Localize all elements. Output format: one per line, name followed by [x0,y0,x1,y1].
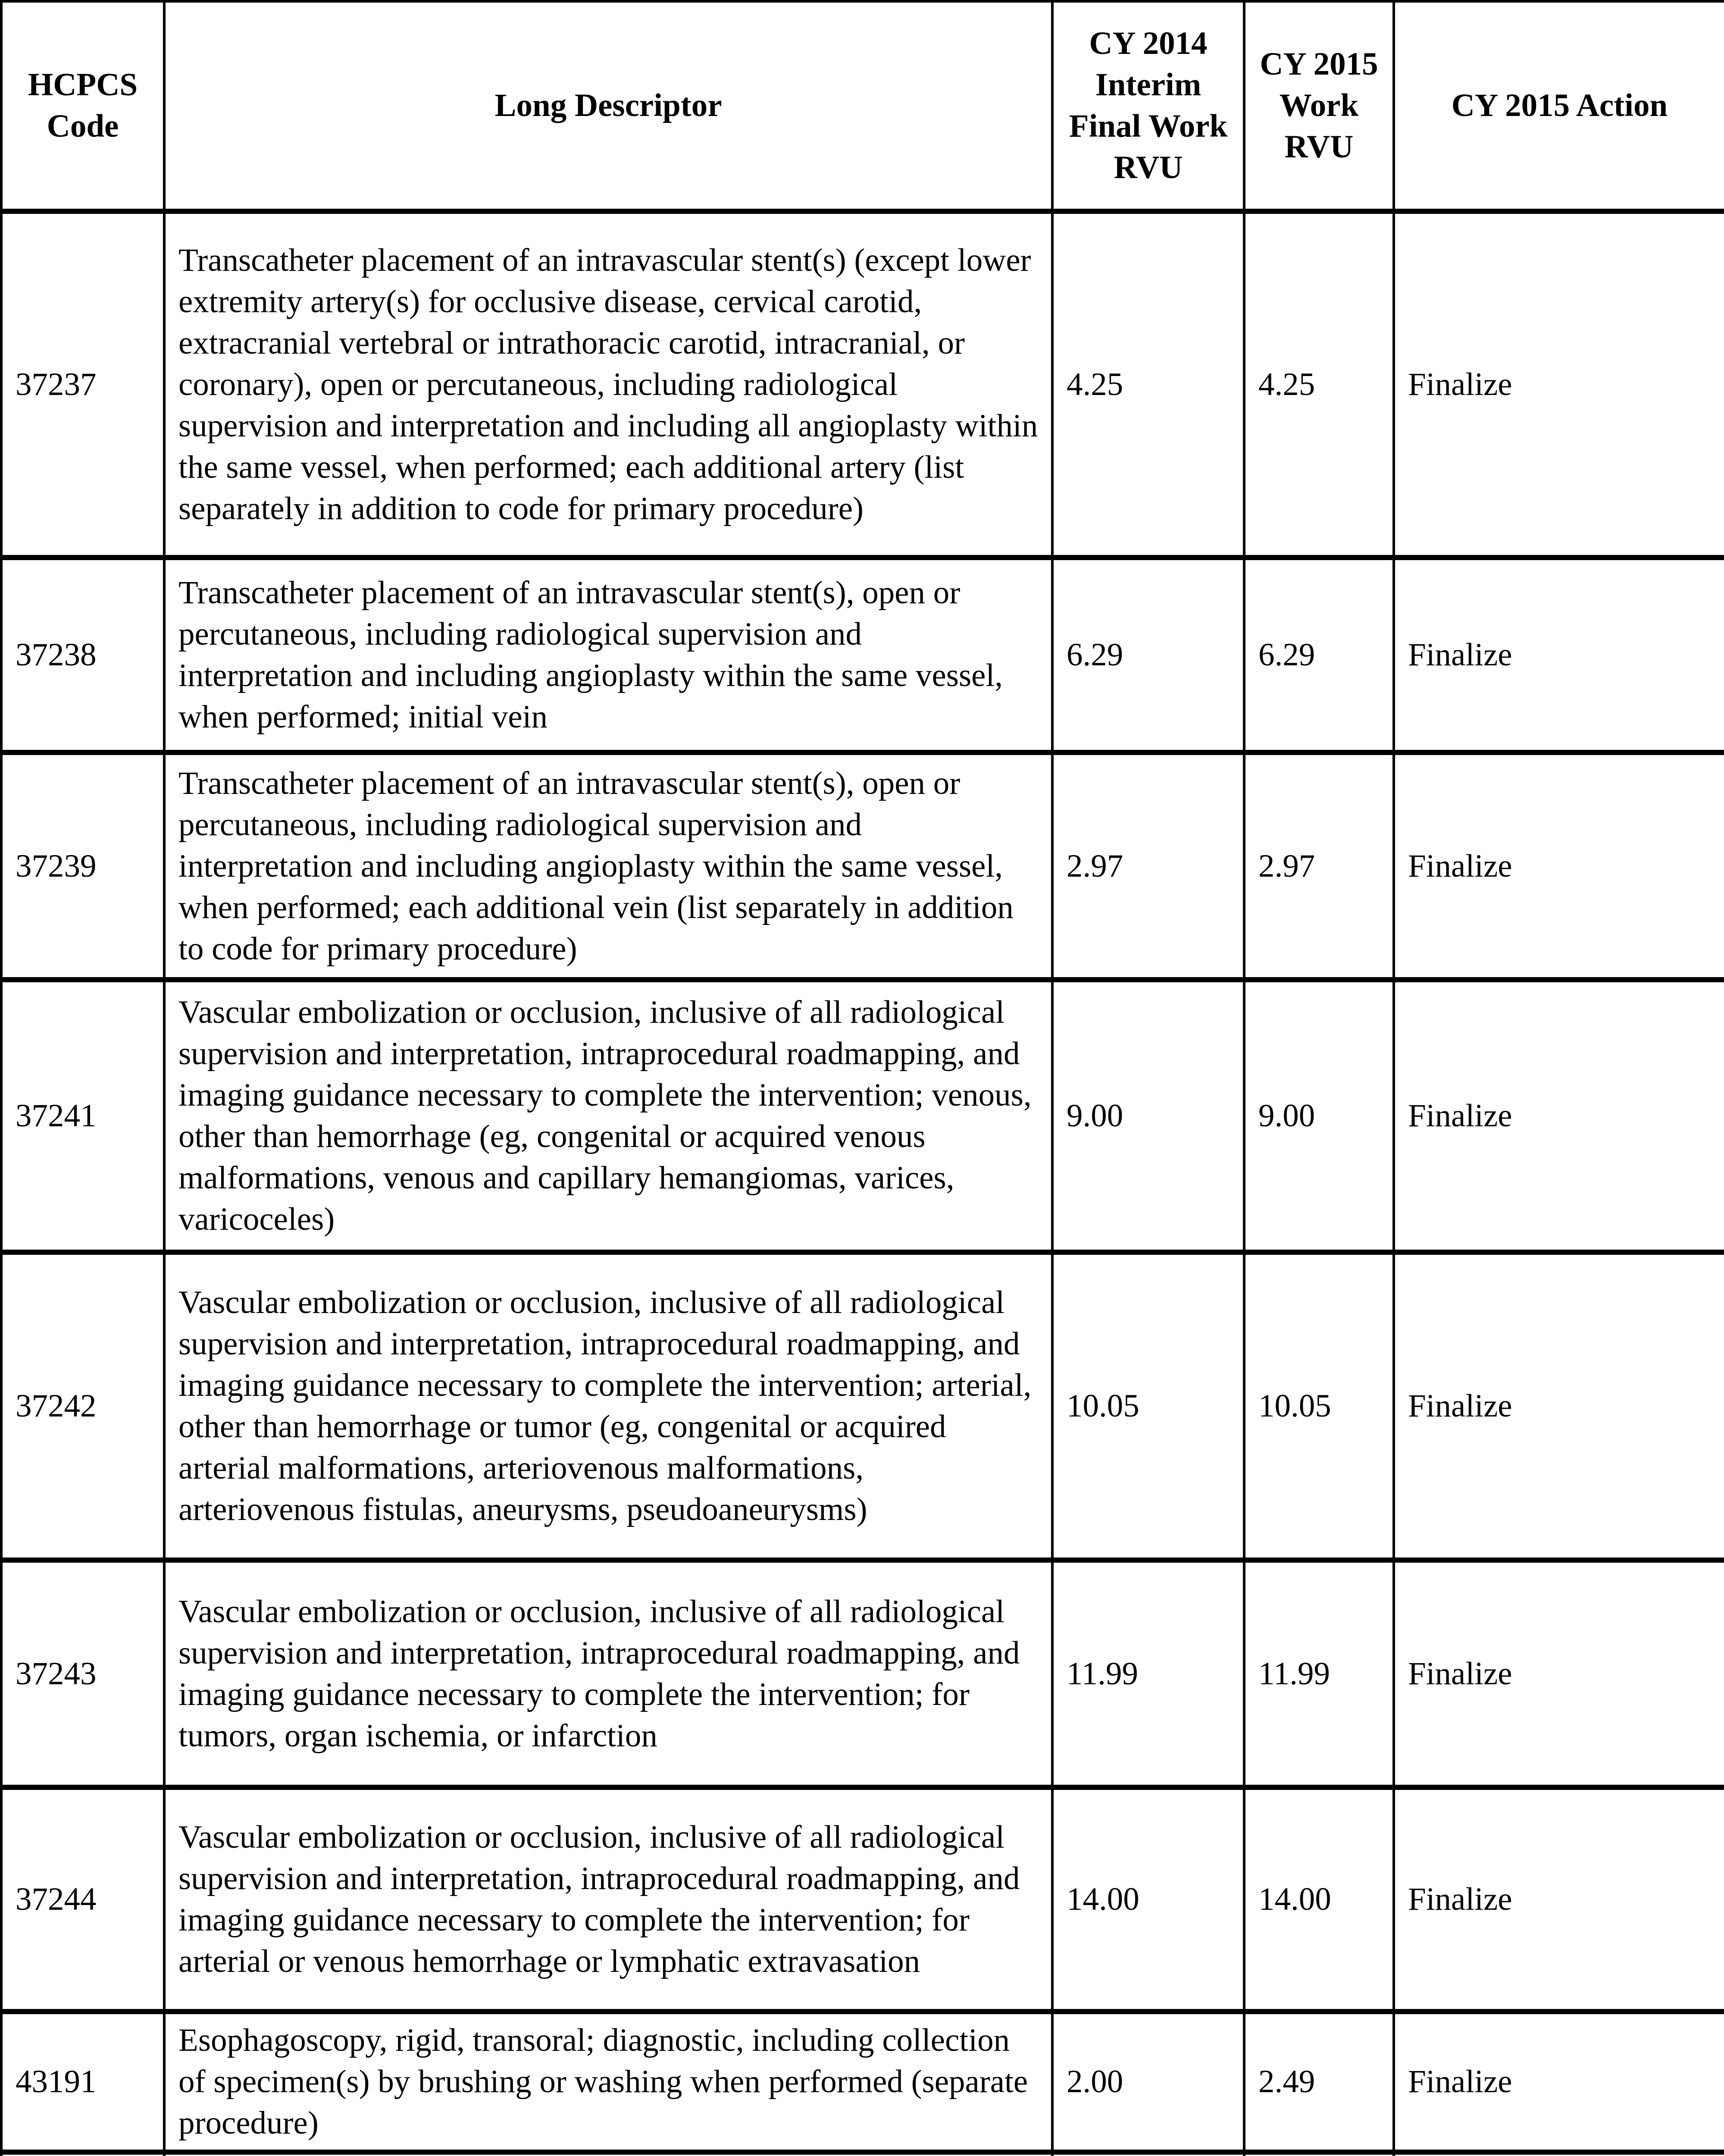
header-cy2015-action: CY 2015 Action [1394,1,1724,211]
cy2015-action-cell: Finalize [1394,752,1724,980]
cy2014-rvu-cell [1052,2152,1244,2156]
cy2014-rvu-cell: 2.00 [1052,2012,1244,2152]
table-row [1,211,1724,558]
cy2015-action-cell [1394,2152,1724,2156]
cy2015-rvu-cell: 14.00 [1244,1787,1394,2012]
cy2014-rvu-cell: 9.00 [1052,980,1244,1252]
cy2015-rvu-cell [1244,2152,1394,2156]
cy2015-rvu-cell: 2.49 [1244,2012,1394,2152]
table-row [1,2152,1724,2156]
hcpcs-code-cell [1,2152,164,2156]
table-row [1,1252,1724,1560]
cy2014-rvu-cell: 11.99 [1052,1560,1244,1787]
cy2014-rvu-cell: 10.05 [1052,1252,1244,1560]
cy2015-rvu-cell: 6.29 [1244,558,1394,752]
cy2015-action-cell: Finalize [1394,2012,1724,2152]
long-descriptor-cell: Vascular embolization or occlusion, inclusive of all radiological supervision and interpretation, intraprocedural roadmapping, and imaging guidance necessary to complete the intervention; for tumors, organ ischemia, or infarction [164,1560,1052,1787]
long-descriptor-cell: Transcatheter placement of an intravascular stent(s), open or percutaneous, including radiological supervision and interpretation and including angioplasty within the same vessel, when performed; each additional vein (list separately in addition to code for primary procedure) [164,752,1052,980]
hcpcs-code-cell: 37241 [1,980,164,1252]
header-cy2015-work-rvu: CY 2015 Work RVU [1244,1,1394,211]
long-descriptor-cell: Transcatheter placement of an intravascular stent(s) (except lower extremity artery(s) for occlusive disease, cervical carotid, extracranial vertebral or intrathoracic carotid, intracranial, or coronary), open or percutaneous, including radiological supervision and interpretation and including all angioplasty within the same vessel, when performed; each additional artery (list separately in addition to code for primary procedure) [164,211,1052,558]
table-row [1,1787,1724,2012]
cy2015-rvu-cell: 4.25 [1244,211,1394,558]
long-descriptor-cell: Esophagoscopy, rigid, transoral; diagnostic, including collection of specimen(s) by brushing or washing when performed (separate procedure) [164,2012,1052,2152]
cy2015-action-cell: Finalize [1394,211,1724,558]
hcpcs-code-cell: 37244 [1,1787,164,2012]
hcpcs-code-cell: 37237 [1,211,164,558]
cy2014-rvu-cell: 4.25 [1052,211,1244,558]
cy2014-rvu-cell: 2.97 [1052,752,1244,980]
table-row [1,980,1724,1252]
hcpcs-code-cell: 37243 [1,1560,164,1787]
cy2015-rvu-cell: 11.99 [1244,1560,1394,1787]
header-long-descriptor: Long Descriptor [164,1,1052,211]
table-header [1,1,1724,211]
cy2014-rvu-cell: 14.00 [1052,1787,1244,2012]
cy2015-rvu-cell: 2.97 [1244,752,1394,980]
long-descriptor-cell: Vascular embolization or occlusion, inclusive of all radiological supervision and interpretation, intraprocedural roadmapping, and imaging guidance necessary to complete the intervention; arterial, other than hemorrhage or tumor (eg, congenital or acquired arterial malformations, arteriovenous malformations, arteriovenous fistulas, aneurysms, pseudoaneurysms) [164,1252,1052,1560]
table-row [1,558,1724,752]
long-descriptor-cell: Vascular embolization or occlusion, inclusive of all radiological supervision and interpretation, intraprocedural roadmapping, and imaging guidance necessary to complete the intervention; for arterial or venous hemorrhage or lymphatic extravasation [164,1787,1052,2012]
cy2015-action-cell: Finalize [1394,1252,1724,1560]
cy2015-rvu-cell: 9.00 [1244,980,1394,1252]
table-body [1,211,1724,2156]
cy2015-action-cell: Finalize [1394,558,1724,752]
hcpcs-code-cell: 37239 [1,752,164,980]
cy2014-rvu-cell: 6.29 [1052,558,1244,752]
long-descriptor-cell [164,2152,1052,2156]
table-row [1,2012,1724,2152]
cy2015-action-cell: Finalize [1394,1787,1724,2012]
long-descriptor-cell: Transcatheter placement of an intravascular stent(s), open or percutaneous, including radiological supervision and interpretation and including angioplasty within the same vessel, when performed; initial vein [164,558,1052,752]
header-row [1,1,1724,211]
cy2015-rvu-cell: 10.05 [1244,1252,1394,1560]
long-descriptor-cell: Vascular embolization or occlusion, inclusive of all radiological supervision and interpretation, intraprocedural roadmapping, and imaging guidance necessary to complete the intervention; venous, other than hemorrhage (eg, congenital or acquired venous malformations, venous and capillary hemangiomas, varices, varicoceles) [164,980,1052,1252]
hcpcs-code-cell: 43191 [1,2012,164,2152]
cy2015-action-cell: Finalize [1394,1560,1724,1787]
cy2015-action-cell: Finalize [1394,980,1724,1252]
header-cy2014-interim-final-work-rvu: CY 2014 Interim Final Work RVU [1052,1,1244,211]
hcpcs-code-cell: 37242 [1,1252,164,1560]
hcpcs-code-cell: 37238 [1,558,164,752]
header-hcpcs-code: HCPCS Code [1,1,164,211]
table-row [1,752,1724,980]
table-row [1,1560,1724,1787]
